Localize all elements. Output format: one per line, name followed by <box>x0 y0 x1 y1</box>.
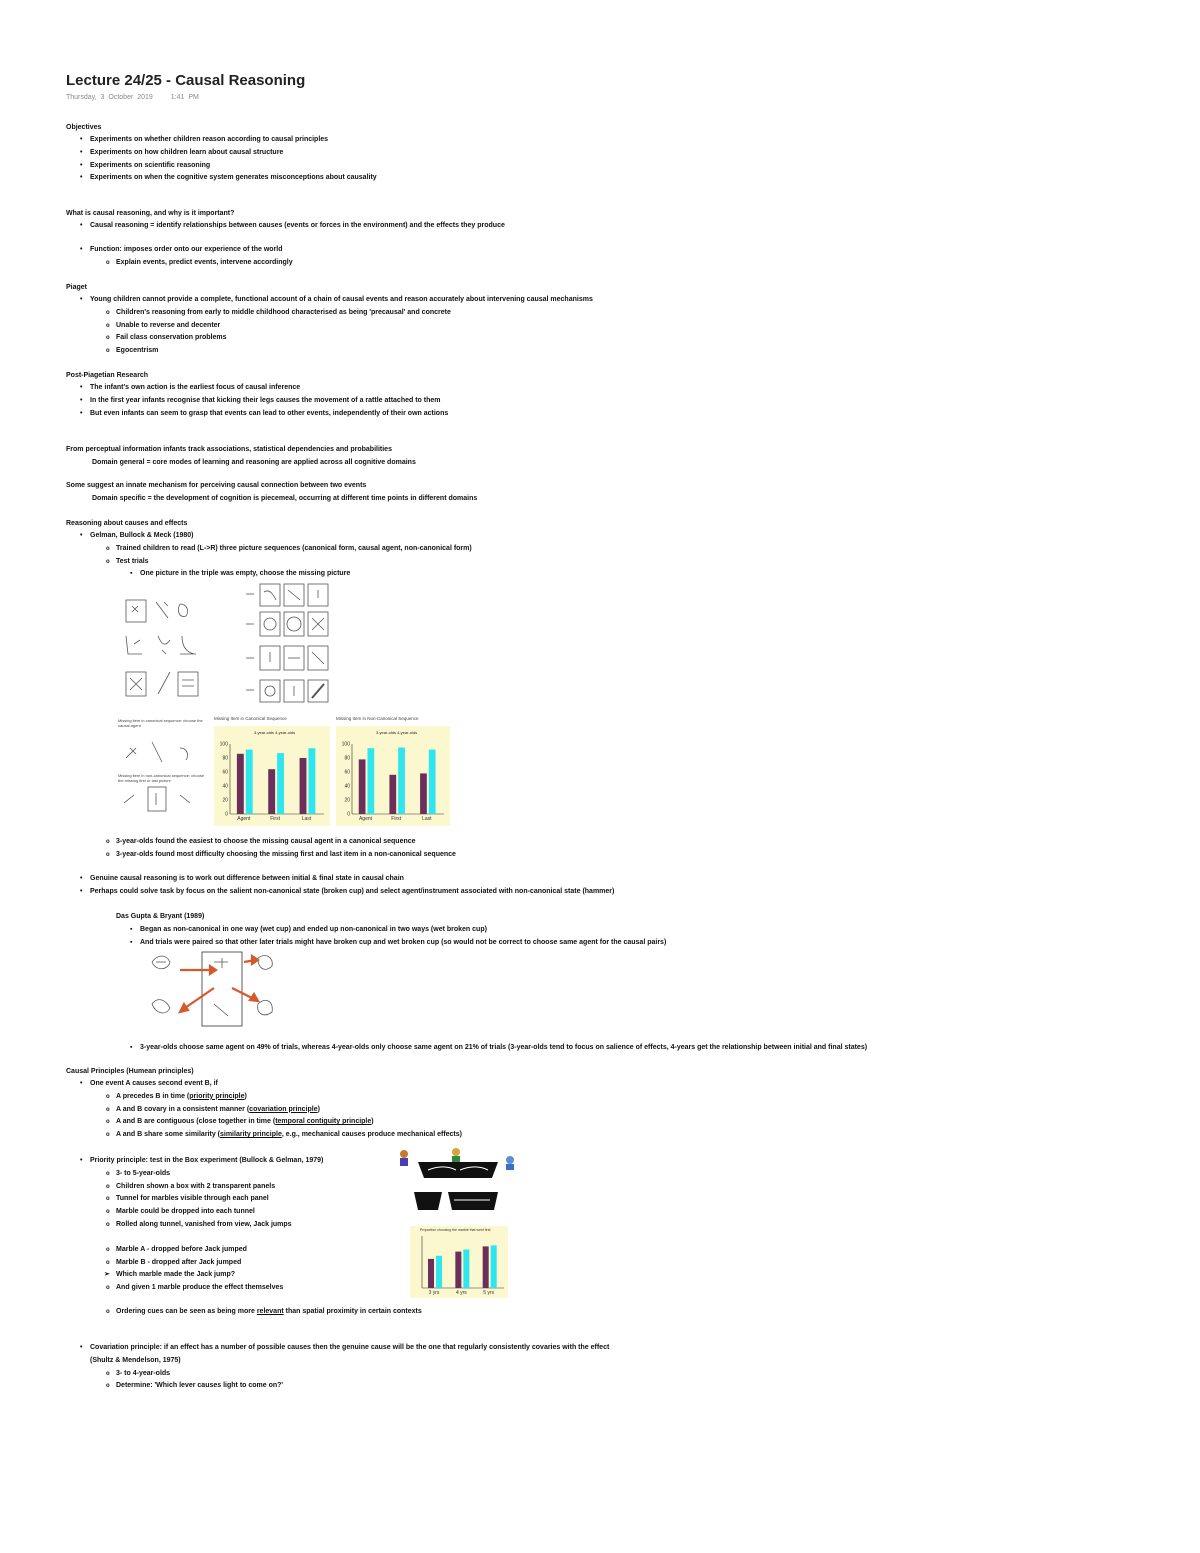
list-item: • In the first year infants recognise that kicking their legs causes the movement of a rattle attached to them <box>66 395 448 408</box>
priority-list <box>66 1155 422 1319</box>
seq-thumb <box>260 584 280 606</box>
seq-sketch <box>158 672 170 694</box>
objectives-list <box>66 134 377 185</box>
list-item <box>66 1091 462 1104</box>
objectives-section <box>66 122 377 185</box>
list-item: o 3-year-olds found most difficulty choosing the missing first and last item in a non-canonical sequence <box>66 849 456 862</box>
list-item: o Trained children to read (L->R) three picture sequences (canonical form, causal agent, non-canonical form) <box>66 543 472 556</box>
chart-1-title: Missing Item in Canonical Sequence <box>214 716 287 721</box>
jack-icon <box>452 1148 460 1156</box>
y-tick-label: 40 <box>344 783 350 790</box>
list-item: o Marble A - dropped before Jack jumped <box>66 1244 422 1257</box>
list-item: o 3-year-olds found the easiest to choose the missing causal agent in a canonical sequence <box>66 836 456 849</box>
bar-a <box>428 1259 434 1288</box>
study2-result <box>66 1042 867 1055</box>
cup-sketch <box>258 1000 273 1015</box>
arrow-3-head <box>180 1004 188 1012</box>
innate-sub: Domain specific = the development of cognition is piecemeal, occurring at different time points in different domains <box>92 494 478 502</box>
list-item: • Gelman, Bullock & Meck (1980) <box>66 530 472 543</box>
chart-3-wrapper <box>410 1226 508 1298</box>
page-date: Thursday, 3 October 2019 <box>66 94 153 101</box>
y-tick-label: 0 <box>225 811 228 818</box>
study2-title: Das Gupta & Bryant (1989) <box>116 913 205 920</box>
reasoning-results <box>66 836 456 862</box>
bar-b <box>246 750 253 814</box>
jack-body <box>452 1156 460 1162</box>
y-tick-label: 80 <box>222 755 228 762</box>
seq-sketch <box>265 686 275 696</box>
panel-left <box>414 1192 442 1210</box>
principle-text: , e.g., mechanical causes produce mechanical effects) <box>281 1131 462 1139</box>
principle-name: priority principle <box>189 1092 245 1100</box>
page-meta <box>66 94 1146 101</box>
y-tick-label: 60 <box>222 769 228 776</box>
seq-sketch <box>312 618 324 630</box>
list-item: • Experiments on whether children reason according to causal principles <box>66 134 377 147</box>
principle-name: covariation principle <box>249 1105 318 1113</box>
seq-sketch <box>156 602 168 618</box>
bar-a <box>420 773 427 814</box>
cup-sketch <box>152 1000 170 1013</box>
genuine-list <box>66 873 614 899</box>
list-item: • One event A causes second event B, if <box>66 1078 462 1091</box>
list-item: • Young children cannot provide a complete, functional account of a chain of causal events and reason accurately about intervening causal mechanisms <box>66 294 593 307</box>
list-item: ➢ Which marble made the Jack jump? <box>66 1269 422 1282</box>
list-item: o Marble B - dropped after Jack jumped <box>66 1257 422 1270</box>
list-item: o Tunnel for marbles visible through each panel <box>66 1193 422 1206</box>
person-body <box>506 1164 514 1170</box>
x-tick-label: Last <box>422 816 432 822</box>
list-item: o 3- to 4-year-olds <box>66 1368 609 1381</box>
list-item: o Determine: 'Which lever causes light to come on?' <box>66 1380 609 1393</box>
list-item: o Children shown a box with 2 transparent panels <box>66 1181 422 1194</box>
person-icon <box>400 1150 408 1158</box>
chart-2-wrapper <box>336 716 450 826</box>
innate-section <box>66 480 477 506</box>
person-icon <box>506 1156 514 1164</box>
list-item: o Unable to reverse and decenter <box>66 320 593 333</box>
list-item: o Test trials <box>66 556 472 569</box>
causal-principles-heading: Causal Principles (Humean principles) <box>66 1068 194 1075</box>
seq-sketch <box>152 742 162 762</box>
panel-right <box>448 1192 498 1210</box>
left-caption-2: Missing item in non-canonical sequence: choose the missing first or last picture <box>118 773 205 783</box>
reasoning-section <box>66 518 472 581</box>
box-experiment-figure <box>394 1144 524 1218</box>
list-item <box>66 1116 462 1129</box>
page-time: 1:41 PM <box>170 94 199 101</box>
seq-sketch <box>180 636 196 654</box>
list-item: • Function: imposes order onto our experience of the world <box>66 244 505 257</box>
reasoning-heading: Reasoning about causes and effects <box>66 520 188 527</box>
list-item: • Experiments on how children learn about causal structure <box>66 147 377 160</box>
seq-sketch <box>264 618 276 630</box>
list-item: o Children's reasoning from early to middle childhood characterised as being 'precausal' and concrete <box>66 307 593 320</box>
y-tick-label: 20 <box>344 797 350 804</box>
list-item: • Covariation principle: if an effect has a number of possible causes then the genuine cause will be the one that regularly consistently covaries with the effect <box>66 1342 609 1355</box>
bar-b <box>463 1250 469 1288</box>
x-tick-label: 5 yrs <box>483 1290 495 1296</box>
x-tick-label: First <box>391 816 402 822</box>
seq-thumb <box>126 600 146 622</box>
causal-principles-list <box>66 1078 462 1142</box>
y-tick-label: 100 <box>219 741 228 748</box>
covariation-section <box>66 1342 609 1393</box>
list-item: o And given 1 marble produce the effect themselves <box>66 1282 422 1295</box>
list-item <box>66 1129 462 1142</box>
what-is-section <box>66 208 505 269</box>
perceptual-sub: Domain general = core modes of learning and reasoning are applied across all cognitive domains <box>92 458 416 466</box>
results-left-figure <box>118 718 210 820</box>
seq-thumb <box>148 787 166 811</box>
seq-sketch <box>130 678 142 690</box>
y-tick-label: 100 <box>341 741 350 748</box>
perceptual-line: From perceptual information infants track associations, statistical dependencies and probabilities <box>66 446 392 453</box>
list-item: • Causal reasoning = identify relationships between causes (events or forces in the environment) and the effects they produce <box>66 220 505 233</box>
list-item: ▪ 3-year-olds choose same agent on 49% of trials, whereas 4-year-olds only choose same agent on 21% of trials (3-year-olds tend to focus on salience of effects, 4-years get the relationship between initial and final states) <box>66 1042 867 1055</box>
seq-sketch <box>126 748 136 758</box>
list-item: ▪ Began as non-canonical in one way (wet cup) and ended up non-canonical in two ways (wet broken cup) <box>66 924 666 937</box>
seq-thumb <box>178 672 198 696</box>
chart-1-panel <box>214 726 330 826</box>
list-item: o Marble could be dropped into each tunnel <box>66 1206 422 1219</box>
results-list <box>66 836 456 862</box>
sequence-figure-right <box>244 580 334 706</box>
list-item: (Shultz & Mendelson, 1975) <box>90 1356 181 1364</box>
x-tick-label: Last <box>301 816 312 822</box>
seq-sketch <box>180 795 190 803</box>
bar-a <box>237 754 244 814</box>
piaget-heading: Piaget <box>66 284 88 291</box>
cup-sketch <box>258 956 272 970</box>
list-item: • Priority principle: test in the Box experiment (Bullock & Gelman, 1979) <box>66 1155 422 1168</box>
ordering-text: than spatial proximity in certain contexts <box>283 1307 422 1315</box>
left-caption-1: Missing item in canonical sequence: choose the causal agent <box>118 718 203 728</box>
bar-a <box>455 1252 461 1288</box>
y-tick-label: 60 <box>344 769 350 776</box>
bar-b <box>367 748 374 814</box>
seq-sketch <box>264 591 276 600</box>
x-tick-label: 4 yrs <box>455 1290 467 1296</box>
page-title: Lecture 24/25 - Causal Reasoning <box>66 72 306 89</box>
principle-text: A precedes B in time ( <box>116 1092 190 1100</box>
x-tick-label: Agent <box>237 816 251 822</box>
person-body <box>400 1158 408 1166</box>
x-tick-label: First <box>270 816 280 822</box>
list-item <box>66 1306 422 1319</box>
study2-result-list <box>66 1042 867 1055</box>
list-item: o Explain events, predict events, intervene accordingly <box>66 257 505 270</box>
chart-1-wrapper <box>214 716 330 826</box>
piaget-section <box>66 282 593 358</box>
genuine-section <box>66 873 614 899</box>
bar-a <box>268 769 275 814</box>
covariation-list <box>66 1342 609 1393</box>
objectives-heading: Objectives <box>66 124 102 131</box>
y-tick-label: 0 <box>347 811 350 818</box>
arrow-4-head <box>250 994 258 1001</box>
agent-sketch <box>214 958 228 968</box>
bar-b <box>436 1256 442 1288</box>
bar-b <box>429 750 436 814</box>
chart-3-title: Proportion choosing the marble that went first <box>420 1228 491 1232</box>
seq-sketch <box>312 652 324 664</box>
what-is-heading: What is causal reasoning, and why is it important? <box>66 210 235 217</box>
list-item: o Fail class conservation problems <box>66 332 593 345</box>
left-caption-pictures-1 <box>118 728 208 768</box>
list-item <box>66 1104 462 1117</box>
bar-b <box>398 748 405 815</box>
list-item: ▪ And trials were paired so that other later trials might have broken cup and wet broken cup (so would not be correct to choose same agent for the causal pairs) <box>66 937 666 950</box>
chart-3-svg <box>410 1226 508 1298</box>
bar-b <box>277 753 284 814</box>
seq-thumb <box>260 680 280 702</box>
list-item: • The infant's own action is the earliest focus of causal inference <box>66 382 448 395</box>
study2-list <box>66 924 666 950</box>
bar-b <box>308 748 315 814</box>
sequence-figure-left <box>118 596 208 702</box>
seq-sketch <box>126 636 142 654</box>
principle-text: A and B share some similarity ( <box>116 1131 220 1139</box>
seq-sketch <box>182 680 194 686</box>
chart-2-panel <box>336 726 450 826</box>
post-piaget-heading: Post-Piagetian Research <box>66 372 149 379</box>
reasoning-list <box>66 530 472 581</box>
causal-principles-section <box>66 1066 462 1142</box>
seq-sketch <box>132 606 138 612</box>
bar-b <box>491 1245 497 1288</box>
list-item: • Genuine causal reasoning is to work out difference between initial & final state in causal chain <box>66 873 614 886</box>
what-is-list <box>66 220 505 269</box>
seq-sketch <box>312 684 324 698</box>
priority-section <box>66 1155 422 1319</box>
y-tick-label: 80 <box>344 755 350 762</box>
chart-2-svg <box>336 726 450 826</box>
list-item: • Experiments on when the cognitive system generates misconceptions about causality <box>66 172 377 185</box>
list-item: o Egocentrism <box>66 345 593 358</box>
seq-sketch <box>288 590 300 600</box>
x-tick-label: Agent <box>358 816 373 822</box>
y-tick-label: 20 <box>222 797 228 804</box>
post-piaget-list <box>66 382 448 420</box>
seq-sketch <box>124 795 134 803</box>
bar-a <box>300 758 307 814</box>
list-item: ▪ One picture in the triple was empty, choose the missing picture <box>66 568 472 581</box>
study2-section <box>66 911 666 949</box>
seq-thumb <box>260 612 280 636</box>
list-item: • Experiments on scientific reasoning <box>66 160 377 173</box>
principle-text: ) <box>244 1092 247 1100</box>
list-item: o 3- to 5-year-olds <box>66 1168 422 1181</box>
innate-line: Some suggest an innate mechanism for perceiving causal connection between two events <box>66 482 367 489</box>
box-shape <box>418 1162 498 1178</box>
principle-text: A and B are contiguous (close together in time ( <box>116 1118 276 1126</box>
principle-text: A and B covary in a consistent manner ( <box>116 1105 250 1113</box>
principle-text: ) <box>317 1105 320 1113</box>
seq-sketch <box>180 748 188 760</box>
principle-name: similarity principle <box>220 1131 282 1139</box>
principle-name: temporal contiguity principle <box>275 1118 372 1126</box>
bar-a <box>483 1246 489 1288</box>
agent-sketch <box>214 1004 228 1016</box>
left-caption-pictures-2 <box>118 783 208 815</box>
x-tick-label: 3 yrs <box>428 1290 440 1296</box>
arrow-1-head <box>210 966 216 974</box>
bar-a <box>359 759 366 814</box>
ordering-emph: relevant <box>256 1307 284 1315</box>
das-gupta-figure <box>144 948 300 1028</box>
seq-sketch <box>158 636 170 654</box>
chart-1-svg <box>214 726 330 826</box>
chart-1-legend: 3-year-olds 4-year-olds <box>254 730 296 735</box>
note-page <box>66 70 1146 101</box>
arrow-2-head <box>252 956 258 964</box>
y-tick-label: 40 <box>222 783 228 790</box>
ordering-text: Ordering cues can be seen as being more <box>116 1307 257 1315</box>
chart-3-panel <box>410 1226 508 1298</box>
list-item: • But even infants can seem to grasp that events can lead to other events, independently of their own actions <box>66 408 448 421</box>
list-item: • Perhaps could solve task by focus on the salient non-canonical state (broken cup) and select agent/instrument associated with non-canonical state (hammer) <box>66 886 614 899</box>
chart-2-legend: 3-year-olds 4-year-olds <box>376 730 418 735</box>
piaget-list <box>66 294 593 358</box>
list-item: o Rolled along tunnel, vanished from view, Jack jumps <box>66 1219 422 1232</box>
seq-sketch <box>287 617 301 631</box>
post-piaget-section <box>66 370 448 420</box>
perceptual-section <box>66 444 416 470</box>
principle-text: ) <box>371 1118 374 1126</box>
seq-sketch <box>178 604 187 616</box>
chart-2-title: Missing Item in Non-Canonical Sequence <box>336 716 419 721</box>
bar-a <box>389 775 396 814</box>
